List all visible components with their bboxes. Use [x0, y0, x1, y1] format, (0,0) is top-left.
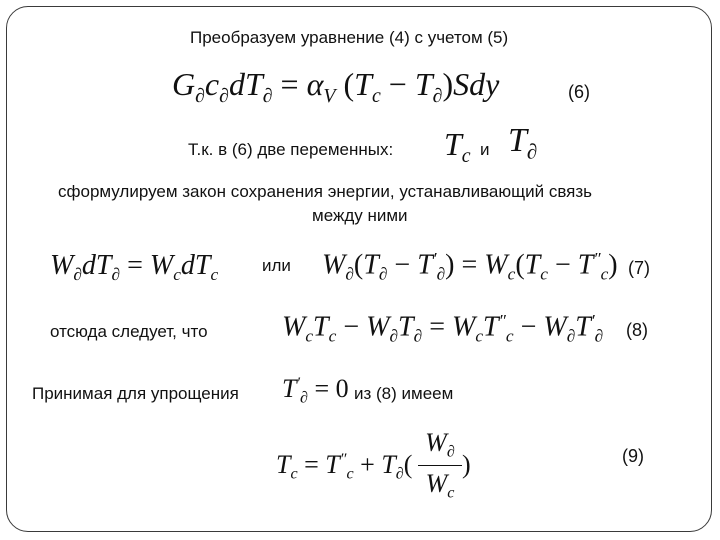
hence-text: отсюда следует, что: [50, 322, 208, 341]
equation-7-left: $W_\partial dT_\partial = W_cdT_c$: [50, 250, 219, 285]
fraction-bar: [418, 465, 462, 466]
equation-6: $G_\partial c_\partial dT_\partial = \alpha_V$ $(T_c - T_\partial)Sdy$: [172, 66, 500, 107]
assumption-text: Принимая для упрощения: [32, 384, 239, 403]
equation-9-denominator: $W_c$: [425, 468, 455, 502]
or-text: или: [262, 256, 291, 275]
equation-6-tag: (6): [568, 82, 590, 102]
equation-7-right: $W_\partial(T_\partial - T'_\partial) = W_c(T_c - T''_c)$: [322, 249, 618, 284]
variable-td: $T_\partial$: [508, 122, 538, 164]
equation-9-tag: (9): [622, 446, 644, 466]
equation-8-tag: (8): [626, 320, 648, 340]
variable-tc: $T_c$: [444, 126, 471, 167]
equation-9-fraction: [418, 428, 462, 502]
slide-title: Преобразуем уравнение (4) с учетом (5): [190, 28, 509, 47]
equation-9-numerator: $W_\partial$: [425, 428, 455, 461]
equation-9-close-paren: ): [462, 450, 471, 479]
equation-7-tag: (7): [628, 258, 650, 278]
from-eq8-text: из (8) имеем: [354, 384, 454, 403]
assumption-equation: $T'_\partial = 0$: [282, 374, 349, 407]
and-text: и: [480, 140, 490, 159]
energy-law-text-line2: между ними: [312, 206, 408, 225]
equation-8: $W_cT_c - W_\partial T_\partial = W_cT''_c - W_\partial T'_\partial$: [282, 311, 604, 346]
energy-law-text-line1: сформулируем закон сохранения энергии, устанавливающий связь: [58, 182, 593, 201]
equation-9-lhs: $T_c = T''_c + T_\partial$(: [276, 450, 413, 483]
two-variables-text: Т.к. в (6) две переменных:: [188, 140, 394, 159]
